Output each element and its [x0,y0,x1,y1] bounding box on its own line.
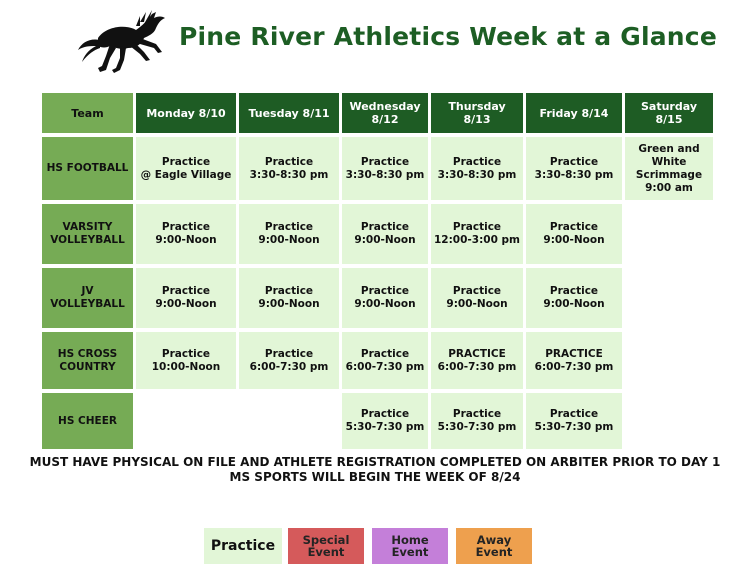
day-header-saturday: Saturday 8/15 [625,93,713,133]
schedule-cell: PRACTICE 6:00-7:30 pm [526,332,622,389]
schedule-cell: Practice 9:00-Noon [136,204,236,264]
schedule-cell: Practice 5:30-7:30 pm [431,393,523,449]
empty-cell [625,204,713,264]
schedule-cell: Practice 9:00-Noon [239,268,339,328]
schedule-cell: PRACTICE 6:00-7:30 pm [431,332,523,389]
schedule-cell: Practice 3:30-8:30 pm [431,137,523,200]
team-label-hs-football: HS FOOTBALL [42,137,133,200]
empty-cell [625,268,713,328]
legend-away-event: Away Event [456,528,532,564]
day-header-monday: Monday 8/10 [136,93,236,133]
team-label-jv-volleyball: JV VOLLEYBALL [42,268,133,328]
schedule-cell: Practice 12:00-3:00 pm [431,204,523,264]
empty-cell [625,332,713,389]
bucking-horse-icon [70,8,170,74]
empty-cell [239,393,339,449]
team-label-hs-cheer: HS CHEER [42,393,133,449]
day-header-wednesday: Wednesday 8/12 [342,93,428,133]
schedule-cell: Practice 6:00-7:30 pm [342,332,428,389]
ms-sports-note: MS SPORTS WILL BEGIN THE WEEK OF 8/24 [229,470,521,484]
schedule-cell: Practice 9:00-Noon [342,268,428,328]
schedule-cell: Practice 9:00-Noon [342,204,428,264]
schedule-cell: Practice 9:00-Noon [526,268,622,328]
team-label-varsity-volleyball: VARSITY VOLLEYBALL [42,204,133,264]
schedule-cell: Practice 6:00-7:30 pm [239,332,339,389]
legend-practice: Practice [204,528,282,564]
day-header-tuesday: Tuesday 8/11 [239,93,339,133]
schedule-table [42,93,713,449]
notes-block [0,455,750,485]
schedule-cell: Practice 5:30-7:30 pm [342,393,428,449]
team-label-hs-cross-country: HS CROSS COUNTRY [42,332,133,389]
schedule-cell: Practice 10:00-Noon [136,332,236,389]
schedule-cell: Practice 3:30-8:30 pm [526,137,622,200]
schedule-cell: Practice 9:00-Noon [136,268,236,328]
empty-cell [136,393,236,449]
legend-special-event: Special Event [288,528,364,564]
schedule-cell: Practice 3:30-8:30 pm [239,137,339,200]
schedule-cell: Practice 9:00-Noon [239,204,339,264]
schedule-cell: Practice 3:30-8:30 pm [342,137,428,200]
schedule-cell: Green and White Scrimmage 9:00 am [625,137,713,200]
schedule-cell: Practice 5:30-7:30 pm [526,393,622,449]
schedule-cell: Practice 9:00-Noon [526,204,622,264]
legend-home-event: Home Event [372,528,448,564]
page-title: Pine River Athletics Week at a Glance [179,22,717,51]
schedule-cell: Practice 9:00-Noon [431,268,523,328]
day-header-friday: Friday 8/14 [526,93,622,133]
schedule-cell: Practice @ Eagle Village [136,137,236,200]
physical-requirement-note: MUST HAVE PHYSICAL ON FILE AND ATHLETE REGISTRATION COMPLETED ON ARBITER PRIOR TO DAY 1 [29,455,721,469]
empty-cell [625,393,713,449]
team-column-header: Team [42,93,133,133]
day-header-thursday: Thursday 8/13 [431,93,523,133]
